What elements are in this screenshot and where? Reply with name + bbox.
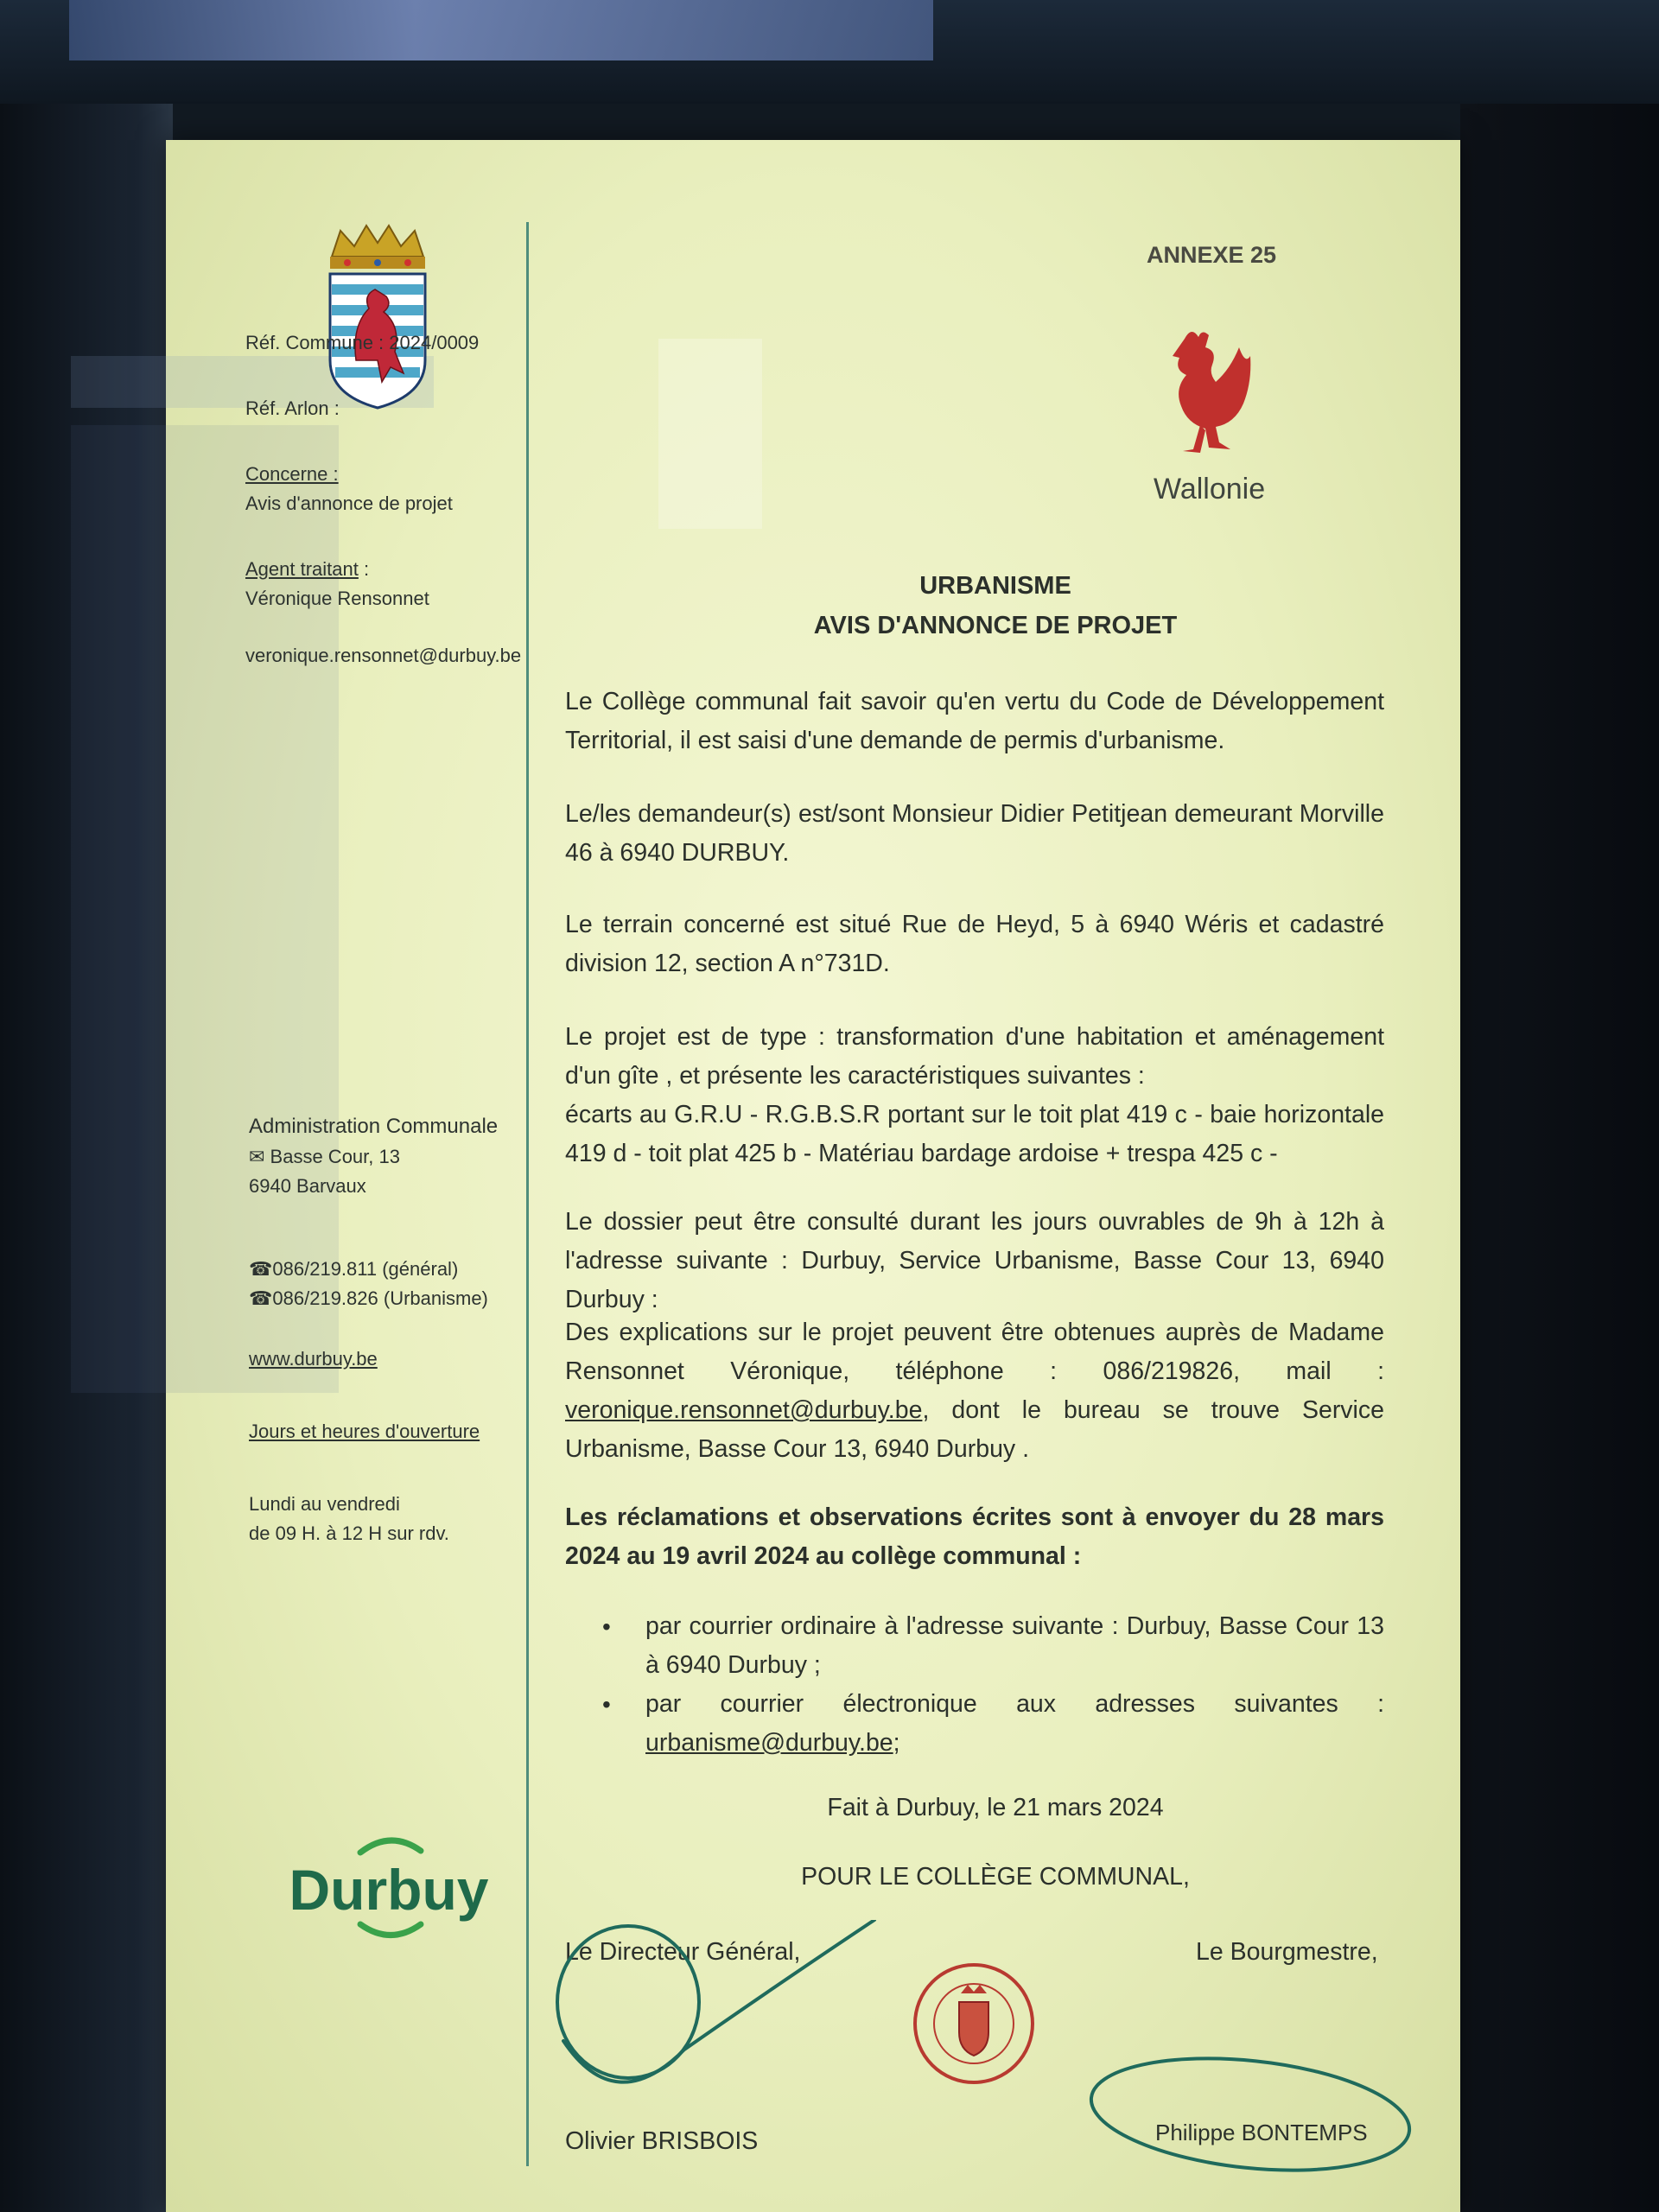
paragraph-complaints: Les réclamations et observations écrites sont à envoyer du 28 mars 2024 au 19 avril 2024 au collège communal : — [565, 1503, 1384, 1570]
paragraph-project-type: Le projet est de type : transformation d'une habitation et aménagement d'un gîte , et présente les caractéristiques suivantes : — [565, 1023, 1384, 1090]
concerne-value: Avis d'annonce de projet — [245, 493, 453, 514]
ref-commune: Réf. Commune : 2024/0009 — [245, 332, 480, 353]
display-frame-right — [1460, 104, 1659, 2212]
title-avis: AVIS D'ANNONCE DE PROJET — [813, 612, 1178, 639]
admin-street-text: Basse Cour, 13 — [270, 1146, 400, 1167]
agent-name: Véronique Rensonnet — [245, 588, 429, 609]
paragraph-intro: Le Collège communal fait savoir qu'en vertu du Code de Développement Territorial, il est saisi d'une demande de permis d'urbanisme. — [565, 688, 1384, 754]
phone-icon: ☎ — [249, 1258, 273, 1280]
paragraph-characteristics: écarts au G.R.U - R.G.B.S.R portant sur le toit plat 419 c - baie horizontale 419 d - toit plat 425 b - Matériau bardage ardoise + trespa 425 c - — [565, 1101, 1384, 1167]
annexe-label: ANNEXE 25 — [1147, 242, 1277, 268]
wallonie-label: Wallonie — [1154, 473, 1266, 505]
explanations-text-after: , dont le bureau se trouve Service Urbanisme, Basse Cour 13, 6940 Durbuy . — [565, 1396, 1384, 1463]
agent-email[interactable]: veronique.rensonnet@durbuy.be — [245, 645, 522, 666]
contact-email-link[interactable]: veronique.rensonnet@durbuy.be — [565, 1396, 923, 1424]
vertical-divider — [526, 222, 529, 2166]
notice-document — [166, 140, 1460, 2212]
bullet-email — [602, 1685, 1384, 1763]
phone-general — [249, 1255, 458, 1284]
bullet-email-after: ; — [893, 1729, 900, 1757]
durbuy-logo-text: Durbuy — [289, 1858, 489, 1922]
phone-icon: ☎ — [249, 1287, 273, 1309]
explanations-text-before: Des explications sur le projet peuvent être obtenues auprès de Madame Rensonnet Véronique, téléphone : 086/219826, mail : — [565, 1319, 1384, 1385]
bullet-postal-text: par courrier ordinaire à l'adresse suivante : Durbuy, Basse Cour 13 à 6940 Durbuy ; — [645, 1612, 1384, 1679]
paragraph-applicant: Le/les demandeur(s) est/sont Monsieur Didier Petitjean demeurant Morville 46 à 6940 DURBUY. — [565, 800, 1384, 867]
title-urbanisme: URBANISME — [919, 572, 1071, 600]
paragraph-terrain: Le terrain concerné est situé Rue de Heyd, 5 à 6940 Wéris et cadastré division 12, section A n°731D. — [565, 911, 1384, 977]
window-reflection — [69, 0, 933, 60]
agent-label-text: Agent traitant — [245, 558, 359, 580]
urbanisme-email-link[interactable]: urbanisme@durbuy.be — [645, 1729, 893, 1757]
bullet-postal — [602, 1607, 1384, 1685]
glass-reflection — [658, 339, 762, 529]
hours-time: de 09 H. à 12 H sur rdv. — [249, 1522, 449, 1544]
ref-arlon: Réf. Arlon : — [245, 397, 340, 419]
envelope-icon: ✉ — [249, 1146, 270, 1167]
admin-street — [249, 1142, 400, 1172]
agent-label — [245, 555, 369, 584]
concerne-label: Concerne : — [245, 463, 339, 485]
director-title: Le Directeur Général, — [565, 1938, 801, 1966]
wallonie-rooster-icon — [1148, 321, 1261, 460]
done-at: Fait à Durbuy, le 21 mars 2024 — [827, 1794, 1164, 1821]
paragraph-explanations — [565, 1313, 1384, 1469]
admin-title: Administration Communale — [249, 1115, 499, 1138]
bullet-email-before: par courrier électronique aux adresses suivantes : — [645, 1690, 1384, 1718]
durbuy-logo — [278, 1825, 503, 1955]
agent-label-suffix: : — [358, 558, 370, 580]
municipal-seal — [909, 1959, 1039, 2088]
phone-urbanisme-text: 086/219.826 (Urbanisme) — [272, 1287, 488, 1309]
mayor-name: Philippe BONTEMPS — [1155, 2120, 1368, 2145]
luxembourg-province-crest — [321, 222, 434, 412]
mayor-title: Le Bourgmestre, — [1196, 1938, 1378, 1966]
phone-general-text: 086/219.811 (général) — [272, 1258, 459, 1280]
bullet-dot: • — [602, 1613, 611, 1640]
paragraph-consultation: Le dossier peut être consulté durant les jours ouvrables de 9h à 12h à l'adresse suivante : Durbuy, Service Urbanisme, Basse Cour 13, 6940 Durbuy : — [565, 1208, 1384, 1313]
website-link[interactable]: www.durbuy.be — [249, 1348, 378, 1370]
bullet-dot: • — [602, 1691, 611, 1718]
phone-urbanisme — [249, 1284, 488, 1313]
for-college: POUR LE COLLÈGE COMMUNAL, — [801, 1863, 1190, 1891]
admin-city: 6940 Barvaux — [249, 1175, 366, 1197]
hours-label: Jours et heures d'ouverture — [249, 1421, 480, 1442]
hours-days: Lundi au vendredi — [249, 1493, 400, 1515]
bullet-email-text — [645, 1685, 1384, 1763]
director-name: Olivier BRISBOIS — [565, 2127, 759, 2155]
